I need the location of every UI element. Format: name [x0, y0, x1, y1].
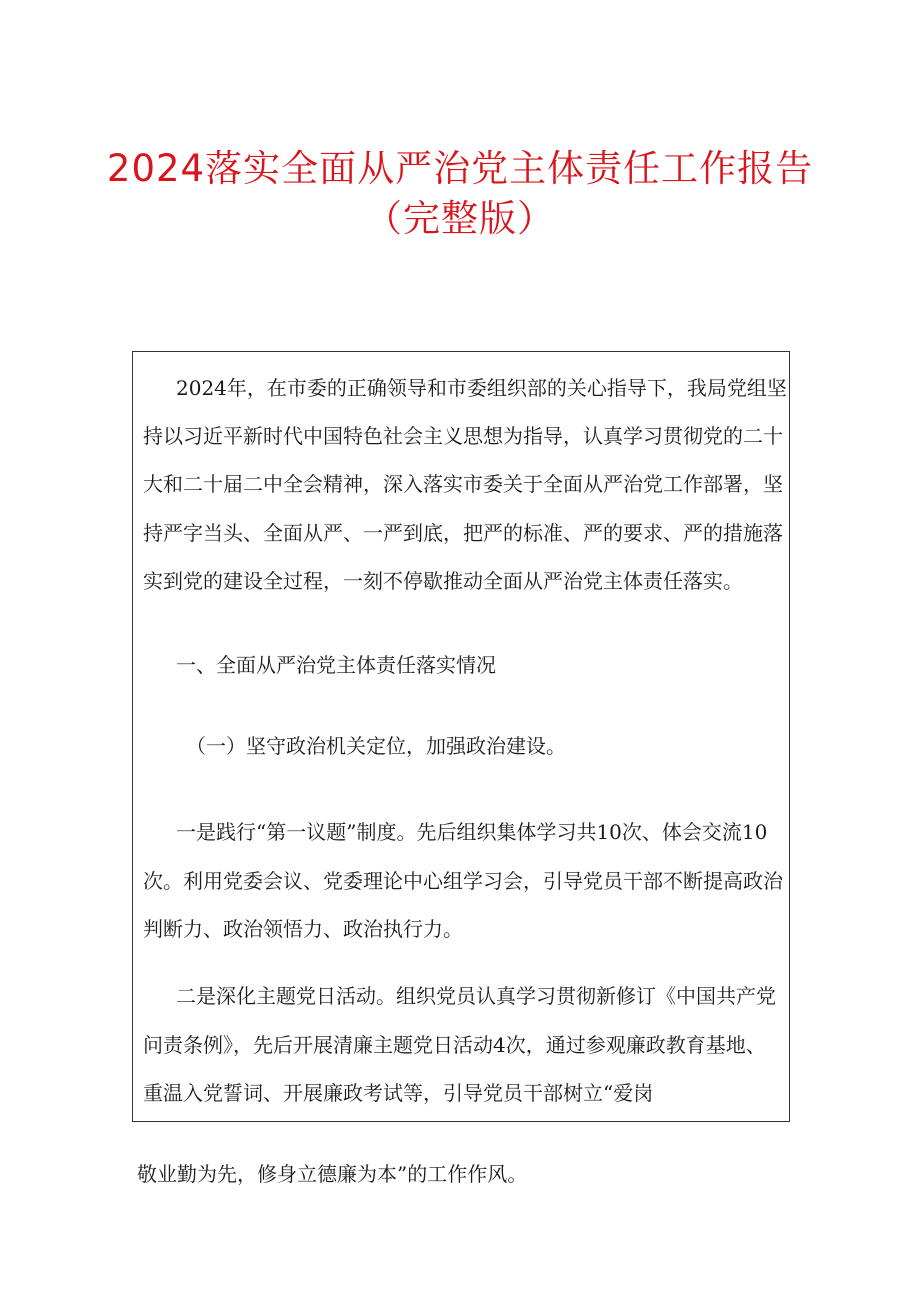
point2-line-1: 二是深化主题党日活动。组织党员认真学习贯彻新修订《中国共产党 [176, 984, 776, 1008]
point1-line-1: 一是践行“第一议题”制度。先后组织集体学习共10次、体会交流10 [176, 820, 768, 844]
intro-line-1: 2024年，在市委的正确领导和市委组织部的关心指导下，我局党组坚 [176, 376, 787, 400]
intro-line-2: 持以习近平新时代中国特色社会主义思想为指导，认真学习贯彻党的二十 [143, 424, 783, 448]
intro-line-3: 大和二十届二中全会精神，深入落实市委关于全面从严治党工作部署，坚 [143, 472, 783, 496]
point2-line-3: 重温入党誓词、开展廉政考试等，引导党员干部树立“爱岗 [143, 1081, 654, 1105]
point1-line-3: 判断力、政治领悟力、政治执行力。 [143, 917, 463, 941]
intro-line-4: 持严字当头、全面从严、一严到底，把严的标准、严的要求、严的措施落 [143, 521, 783, 545]
document-subtitle: （完整版） [365, 197, 555, 240]
intro-line-5: 实到党的建设全过程，一刻不停歇推动全面从严治党主体责任落实。 [143, 569, 743, 593]
document-title: 2024落实全面从严治党主体责任工作报告 [106, 147, 814, 190]
point1-line-2: 次。利用党委会议、党委理论中心组学习会，引导党员干部不断提高政治 [143, 869, 783, 893]
subsection-heading: （一）坚守政治机关定位，加强政治建设。 [186, 734, 566, 758]
point2-line-2: 问责条例》，先后开展清廉主题党日活动4次，通过参观廉政教育基地、 [143, 1033, 766, 1057]
content-box [132, 351, 790, 1122]
continuation-line: 敬业勤为先，修身立德廉为本”的工作作风。 [137, 1162, 528, 1186]
section-heading: 一、全面从严治党主体责任落实情况 [176, 653, 496, 677]
